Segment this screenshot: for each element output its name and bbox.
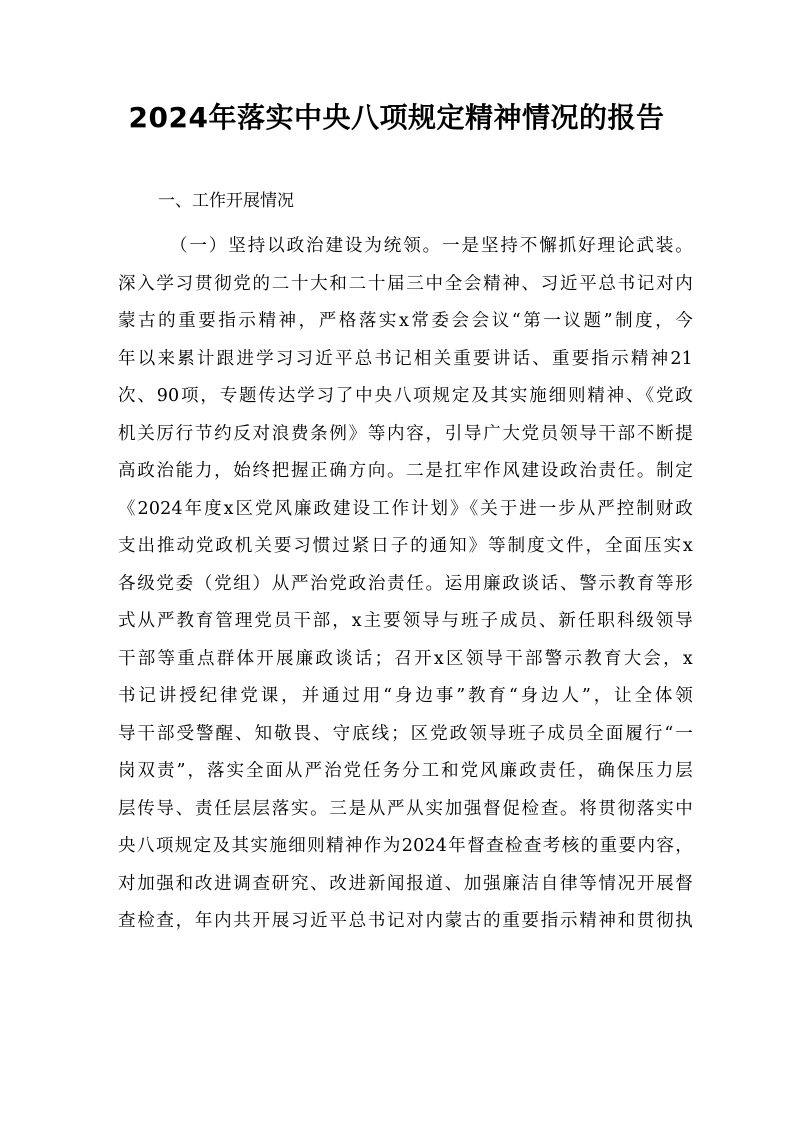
paragraph-line: 干部等重点群体开展廉政谈话；召开x区领导干部警示教育大会，x [118,648,693,669]
paragraph-line: 各级党委（党组）从严治党政治责任。运用廉政谈话、警示教育等形 [118,573,693,594]
body-paragraph [118,228,693,941]
paragraph-line: 支出推动党政机关要习惯过紧日子的通知》等制度文件，全面压实x [118,536,693,556]
paragraph-line: 央八项规定及其实施细则精神作为2024年督查检查考核的重要内容， [118,836,693,856]
paragraph-line: 查检查，年内共开展习近平总书记对内蒙古的重要指示精神和贯彻执 [118,911,693,931]
paragraph-line: 蒙古的重要指示精神，严格落实x常委会会议“第一议题”制度，今 [118,311,693,331]
paragraph-line: 深入学习贯彻党的二十大和二十届三中全会精神、习近平总书记对内 [118,273,693,294]
paragraph-line: 导干部受警醒、知敬畏、守底线；区党政领导班子成员全面履行“一 [118,723,693,744]
paragraph-line: 高政治能力，始终把握正确方向。二是扛牢作风建设政治责任。制定 [118,461,693,481]
paragraph-line: 岗双责”，落实全面从严治党任务分工和党风廉政责任，确保压力层 [118,761,693,781]
section-heading: 一、工作开展情况 [158,191,294,211]
paragraph-line: 层传导、责任层层落实。三是从严从实加强督促检查。将贯彻落实中 [118,798,693,819]
paragraph-line: 书记讲授纪律党课，并通过用“身边事”教育“身边人”，让全体领 [118,686,693,706]
paragraph-line: 年以来累计跟进学习习近平总书记相关重要讲话、重要指示精神21 [118,348,693,369]
paragraph-line: 次、90项，专题传达学习了中央八项规定及其实施细则精神、《党政 [118,386,693,406]
paragraph-line: 对加强和改进调查研究、改进新闻报道、加强廉洁自律等情况开展督 [118,873,693,894]
document-title: 2024年落实中央八项规定精神情况的报告 [128,101,665,134]
paragraph-line: 机关厉行节约反对浪费条例》等内容，引导广大党员领导干部不断提 [118,423,693,444]
paragraph-line: （一）坚持以政治建设为统领。一是坚持不懈抓好理论武装。 [170,236,693,256]
paragraph-line: 式从严教育管理党员干部，x主要领导与班子成员、新任职科级领导 [118,611,693,631]
paragraph-line: 《2024年度x区党风廉政建设工作计划》《关于进一步从严控制财政 [118,498,693,519]
